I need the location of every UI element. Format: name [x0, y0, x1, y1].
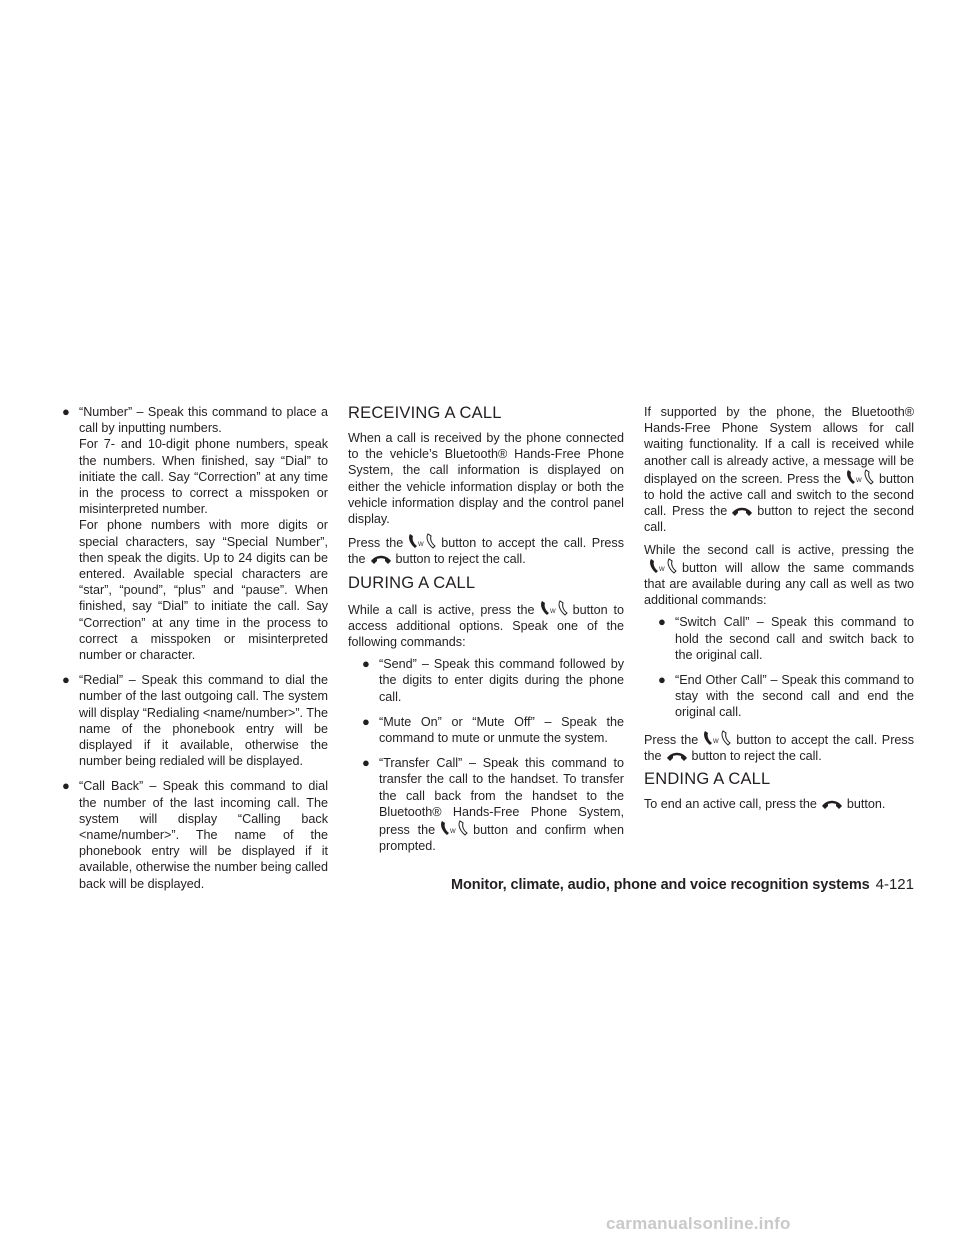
heading-ending-a-call: ENDING A CALL: [644, 770, 771, 789]
paragraph: When a call is received by the phone connected to the vehicle’s Bluetooth® Hands-Free Phone System, the call information is displayed on either the vehicle information display or both the vehicle information display and the control panel display.: [348, 431, 624, 527]
column-right: [644, 404, 914, 812]
heading-receiving-a-call: RECEIVING A CALL: [348, 404, 502, 422]
paragraph: To end an active call, press the button.: [644, 797, 886, 812]
bullet: ●: [658, 614, 666, 630]
paragraph: “Number” – Speak this command to place a call by inputting numbers.: [79, 405, 328, 436]
list-item-mute: [362, 714, 624, 746]
list-item-call-back: [62, 778, 328, 891]
section-title: Monitor, climate, audio, phone and voice recognition systems: [451, 877, 870, 893]
bullet: ●: [62, 778, 70, 794]
paragraph: “Mute On” or “Mute Off” – Speak the command to mute or unmute the system.: [379, 714, 624, 746]
phone-talk-icon: [702, 730, 732, 746]
list-item-switch-call: [658, 614, 914, 663]
phone-talk-icon: [407, 533, 437, 549]
phone-talk-icon: [539, 600, 569, 616]
bullet: ●: [362, 713, 370, 729]
paragraph: For phone numbers with more digits or special characters, say “Special Number”, then speak the digits. Up to 24 digits can be entered. Available special characters are “star”, “pound”, “plus” and “pause”. When finished, say “Dial” to initiate the call. Say “Correction” at any time in the process to correct a misspoken or misinterpreted number or character.: [79, 518, 328, 663]
list-item-end-other-call: [658, 672, 914, 721]
phone-talk-icon: [845, 469, 875, 485]
paragraph: “End Other Call” – Speak this command to stay with the second call and end the original call.: [675, 673, 914, 720]
paragraph: “Send” – Speak this command followed by the digits to enter digits during the phone call.: [379, 657, 624, 704]
bullet: ●: [362, 656, 370, 672]
paragraph: While a call is active, press the W button to access additional options. Speak one of the following commands:: [348, 600, 624, 651]
paragraph: “Redial” – Speak this command to dial the number of the last outgoing call. The system will display “Redialing <name/number>”. The name of the phonebook entry will be displayed if it available, otherwise the number being redialed will be displayed.: [79, 673, 328, 769]
heading-during-a-call: DURING A CALL: [348, 573, 476, 592]
list-item-transfer-call: [362, 755, 624, 854]
paragraph: “Call Back” – Speak this command to dial the number of the last incoming call. The system will display “Calling back <name/number>”. The name of the phonebook entry will be displayed if it available, otherwise the number being called back will be displayed.: [79, 779, 328, 891]
list-item-number: [62, 404, 328, 663]
svg-text:W: W: [450, 829, 456, 836]
paragraph: “Transfer Call” – Speak this command to transfer the call to the handset. To transfer the call back from the handset to the Bluetooth® Hands-Free Phone System, press the W button and confirm when prompted.: [379, 756, 624, 854]
bullet: ●: [658, 672, 666, 688]
list-item-send: [362, 656, 624, 705]
phone-hangup-icon: [666, 750, 688, 762]
svg-text:W: W: [659, 566, 665, 573]
bullet: ●: [62, 672, 70, 688]
phone-talk-icon: [439, 820, 469, 836]
svg-text:W: W: [855, 477, 862, 484]
list-item-redial: [62, 672, 328, 769]
column-middle: [348, 404, 624, 863]
paragraph: “Switch Call” – Speak this command to hold the second call and switch back to the original call.: [675, 615, 914, 662]
watermark: carmanualsonline.info: [606, 1214, 791, 1233]
bullet: ●: [62, 404, 70, 419]
phone-talk-icon: [648, 558, 678, 574]
paragraph: Press the W button to accept the call. Press the button to reject the call.: [348, 533, 624, 567]
phone-hangup-icon: [370, 553, 392, 565]
phone-hangup-icon: [821, 798, 843, 810]
phone-hangup-icon: [731, 505, 753, 517]
page-footer: [451, 876, 914, 893]
svg-text:W: W: [713, 738, 719, 745]
paragraph: While the second call is active, pressing the W button will allow the same commands that are available during any call as well as two additional commands:: [644, 542, 914, 608]
column-left: [62, 404, 328, 901]
paragraph: Press the W button to accept the call. Press the button to reject the call.: [644, 730, 914, 764]
svg-text:W: W: [549, 608, 556, 615]
paragraph: If supported by the phone, the Bluetooth® Hands-Free Phone System allows for call waiting functionality. If a call is received while another call is already active, a message will be displayed on the screen. Press the W button to hold the active call and switch to the second call. Press the button to reject the second call.: [644, 405, 914, 535]
page-number: 4-121: [875, 876, 914, 893]
bullet: ●: [362, 755, 370, 771]
paragraph: For 7- and 10-digit phone numbers, speak the numbers. When finished, say “Dial” to initiate the call. Say “Correction” at any time in the process to correct a misspoken or misinterpreted number.: [79, 437, 328, 517]
svg-text:W: W: [418, 542, 424, 549]
